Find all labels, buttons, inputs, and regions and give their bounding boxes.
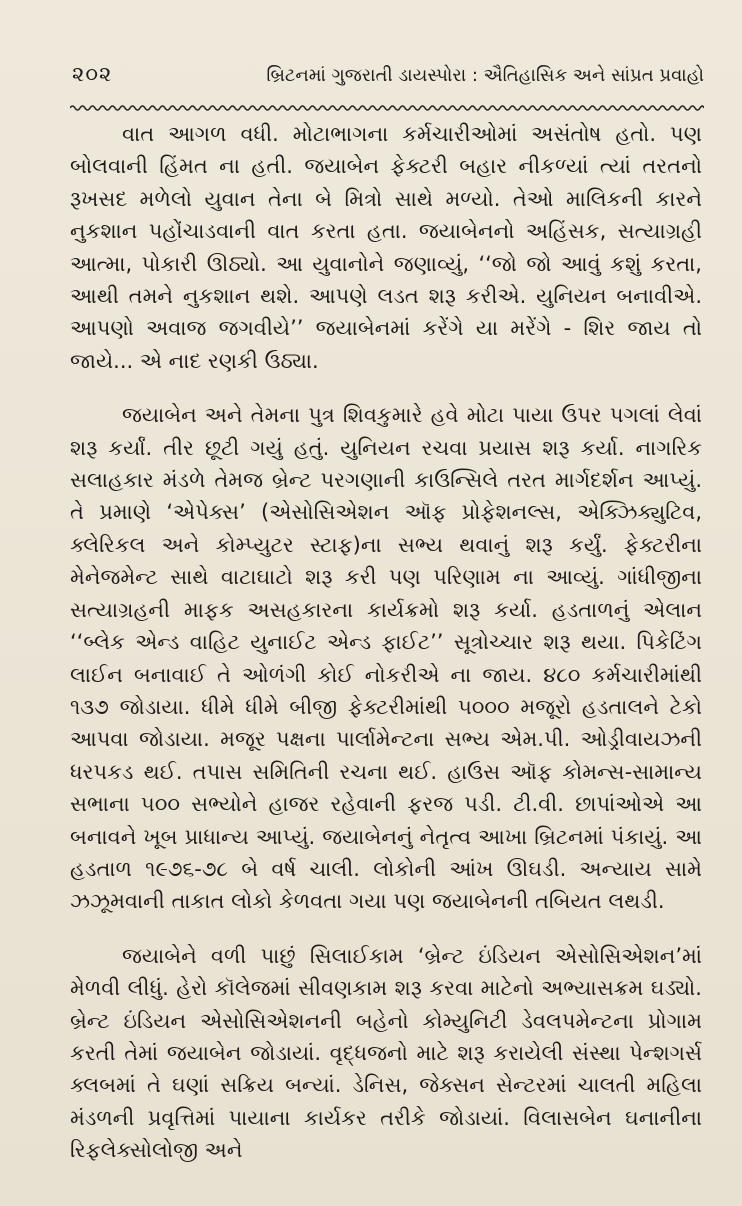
wavy-rule-line [70, 104, 704, 112]
paragraph-1: વાત આગળ વધી. મોટાભાગના કર્મચારીઓમાં અસંતોષ હતો. પણ બોલવાની હિંમત ના હતી. જયાબેન ફેક્ટરી બહાર નીકળ્યાં ત્યાં તરતનો રૂખસદ મળેલો યુવાન તેના બે મિત્રો સાથે મળ્યો. તેઓ માલિકની કારને નુકશાન પહોંચાડવાની વાત કરતા હતા. જયાબેનનો અહિંસક, સત્યાગ્રહી આત્મા, પોકારી ઊઠ્યો. આ યુવાનોને જણાવ્યું, ‘‘જો જો આવું કશું કરતા, આથી તમને નુકશાન થશે. આપણે લડત શરૂ કરીએ. યુનિયન બનાવીએ. આપણો અવાજ જગવીયે’’ જયાબેનમાં કરેંગે યા મરેંગે - શિર જાય તો જાયે... એ નાદ રણકી ઉઠ્યા. [70, 122, 702, 373]
page-number: ૨૦૨ [72, 62, 113, 86]
running-title: બ્રિટનમાં ગુજરાતી ડાયસ્પોરા : ઐતિહાસિક અને સાંપ્રત પ્રવાહો [266, 65, 704, 86]
paragraph-2: જયાબેન અને તેમના પુત્ર શિવકુમારે હવે મોટા પાયા ઉપર પગલાં લેવાં શરૂ કર્યાં. તીર છૂટી ગયું હતું. યુનિયન રચવા પ્રયાસ શરૂ કર્યા. નાગરિક સલાહકાર મંડળે તેમજ બ્રેન્ટ પરગણાની કાઉન્સિલે તરત માર્ગદર્શન આપ્યું. તે પ્રમાણે ‘એપેક્સ’ (એસોસિએશન ઑફ પ્રોફેશનલ્સ, એક્ઝિક્યુટિવ, ક્લેરિકલ અને કોમ્પ્યુટર સ્ટાફ)ના સભ્ય થવાનું શરૂ કર્યું. ફેક્ટરીના મેનેજમેન્ટ સાથે વાટાઘાટો શરૂ કરી પણ પરિણામ ના આવ્યું. ગાંધીજીના સત્યાગ્રહની માફક અસહકારના કાર્યક્રમો શરૂ કર્યા. હડતાળનું એલાન ‘‘બ્લેક એન્ડ વાહિટ યુનાઈટ એન્ડ ફાઈટ’’ સૂત્રોચ્ચાર શરૂ થયા. પિકેટિંગ લાઈન બનાવાઈ તે ઓળંગી કોઈ નોકરીએ ના જાય. ૪૮૦ કર્મચારીમાંથી ૧૩૭ જોડાયા. ધીમે ધીમે બીજી ફેક્ટરીમાંથી ૫૦૦૦ મજૂરો હડતાલને ટેકો આપવા જોડાયા. મજૂર પક્ષના પાર્લામેન્ટના સભ્ય એમ.પી. ઓડ્રીવાયઝની ધરપકડ થઈ. તપાસ સમિતિની રચના થઈ. હાઉસ ઑફ કોમન્સ-સામાન્ય સભાના ૫૦૦ સભ્યોને હાજર રહેવાની ફરજ પડી. ટી.વી. છાપાંઓએ આ બનાવને ખૂબ પ્રાધાન્ય આપ્યું. જયાબેનનું નેતૃત્વ આખા બ્રિટનમાં પંકાયું. આ હડતાળ ૧૯૭૬-૭૮ બે વર્ષ ચાલી. લોકોની આંખ ઊઘડી. અન્યાય સામે ઝઝૂમવાની તાકાત લોકો કેળવતા ગયા પણ જયાબેનની તબિયત લથડી. [70, 403, 702, 914]
paragraph-3: જયાબેને વળી પાછું સિલાઈકામ ‘બ્રેન્ટ ઇંડિયન એસોસિએશન’માં મેળવી લીધું. હેરો કૉલેજમાં સીવણકામ શરૂ કરવા માટેનો અભ્યાસક્રમ ઘડ્યો. બ્રેન્ટ ઇંડિયન એસોસિએશનની બહેનો કોમ્યુનિટી ડેવલપમેન્ટના પ્રોગામ કરતી તેમાં જયાબેન જોડાયાં. વૃદ્ધજનો માટે શરૂ કરાયેલી સંસ્થા પેન્શગર્સ ક્લબમાં તે ઘણાં સક્રિય બન્યાં. ડેનિસ, જેક્સન સેન્ટરમાં ચાલતી મહિલા મંડળની પ્રવૃત્તિમાં પાયાના કાર્યકર તરીકે જોડાયાં. વિલાસબેન ઘનાનીના રિફલેક્સોલોજી અને [70, 943, 702, 1163]
page-header [72, 62, 704, 102]
body-text [70, 118, 702, 1167]
header-rule [70, 104, 704, 112]
